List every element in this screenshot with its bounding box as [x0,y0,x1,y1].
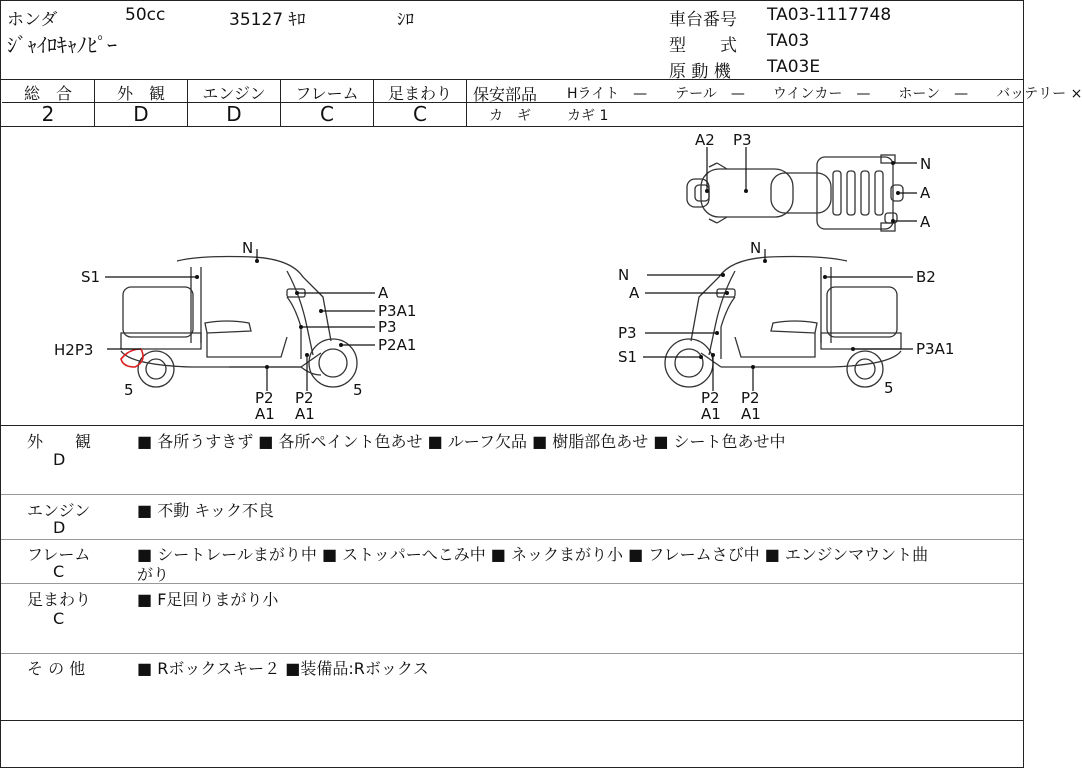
frame-no: TA03-1117748 [767,5,892,25]
right-label-a1-1: A1 [701,405,721,423]
note-label-other: そ の 他 [27,659,86,678]
grade-value-frame: C [320,102,334,126]
left-label-p3: P3 [378,318,397,336]
note-label-appearance: 外 観 [27,432,92,451]
top-label-a2r: A [920,213,931,231]
top-label-a2: A2 [695,131,715,149]
right-view [618,239,954,423]
right-label-p2-2: P2 [741,389,760,407]
displacement: 50cc [125,5,166,25]
right-label-n: N [618,266,630,284]
left-view [54,239,416,423]
right-label-a1-2: A1 [741,405,761,423]
color: ｼﾛ [397,10,414,30]
note-text-appearance: ■ 各所うすきず ■ 各所ペイント色あせ ■ ルーフ欠品 ■ 樹脂部色あせ ■ シート色あせ中 [137,432,786,451]
frame-no-label: 車台番号 [669,10,737,30]
grade-value-appearance: D [133,102,149,126]
safety-items: Hライト — テール — ウインカー — ホーン — バッテリー × [567,86,1082,102]
maker: ホンダ [7,10,58,30]
safety-label: 保安部品 [473,85,538,104]
grade-label-appearance: 外 観 [116,84,165,103]
divider [1,583,1023,584]
right-label-5: 5 [884,379,894,397]
note-label-suspension: 足まわり [27,590,92,609]
note-label-frame: フレーム [27,545,91,564]
divider [1,720,1023,721]
left-label-a1-1: A1 [255,405,275,423]
scooter-diagram-svg [1,127,1023,425]
left-label-p2a1: P2A1 [378,336,417,354]
note-text-frame: ■ シートレールまがり中 ■ ストッパーへこみ中 ■ ネックまがり小 ■ フレームさび中 ■ エンジンマウント曲 [137,545,929,564]
right-label-b2: B2 [916,268,936,286]
right-label-p3a1: P3A1 [916,340,955,358]
left-label-5-rear: 5 [353,381,363,399]
divider [1,653,1023,654]
key-value: カギ 1 [567,108,609,124]
left-label-h2p3: H2P3 [54,341,94,359]
grade-value-overall: 2 [41,102,55,126]
right-label-p3: P3 [618,324,637,342]
left-label-5-front: 5 [124,381,134,399]
divider [1,539,1023,540]
note-grade-frame: C [53,562,65,581]
type-value: TA03 [767,31,810,51]
divider [1,425,1023,426]
left-label-a: A [378,284,389,302]
top-label-n: N [920,155,932,173]
mileage: 35127 ｷﾛ [229,10,306,30]
top-label-p3: P3 [733,131,752,149]
note-grade-engine: D [53,518,66,537]
right-label-n-top: N [750,239,762,257]
grade-label-overall: 総 合 [23,84,72,103]
note-grade-suspension: C [53,609,65,628]
top-view [687,131,931,231]
left-label-s1: S1 [81,268,101,286]
grade-label-engine: エンジン [202,84,266,103]
note-text-frame-cont: がり [137,565,170,584]
model-name: ｼﾞｬｲﾛｷｬﾉﾋﾟｰ [7,33,117,57]
grade-value-suspension: C [413,102,427,126]
right-label-a: A [629,284,640,302]
note-text-other: ■ Rボックスキー２ ■装備品:Rボックス [137,659,429,678]
grade-value-engine: D [226,102,242,126]
left-label-n: N [242,239,254,257]
note-grade-appearance: D [53,450,66,469]
left-label-p3a1: P3A1 [378,302,417,320]
right-label-p2-1: P2 [701,389,720,407]
left-label-a1-2: A1 [295,405,315,423]
left-label-p2-2: P2 [295,389,314,407]
note-label-engine: エンジン [27,501,91,520]
engine-value: TA03E [767,57,821,77]
divider [1,79,1023,80]
note-text-suspension: ■ F足回りまがり小 [137,590,279,609]
engine-label: 原 動 機 [669,62,731,82]
type-label: 型 式 [669,36,737,56]
divider [1,494,1023,495]
grade-label-suspension: 足まわり [387,84,452,103]
right-label-s1: S1 [618,348,638,366]
left-label-p2-1: P2 [255,389,274,407]
damage-diagram [1,127,1023,425]
key-label: カ ギ [489,108,531,124]
note-text-engine: ■ 不動 キック不良 [137,501,274,520]
top-label-a1: A [920,184,931,202]
grade-label-frame: フレーム [295,84,359,103]
